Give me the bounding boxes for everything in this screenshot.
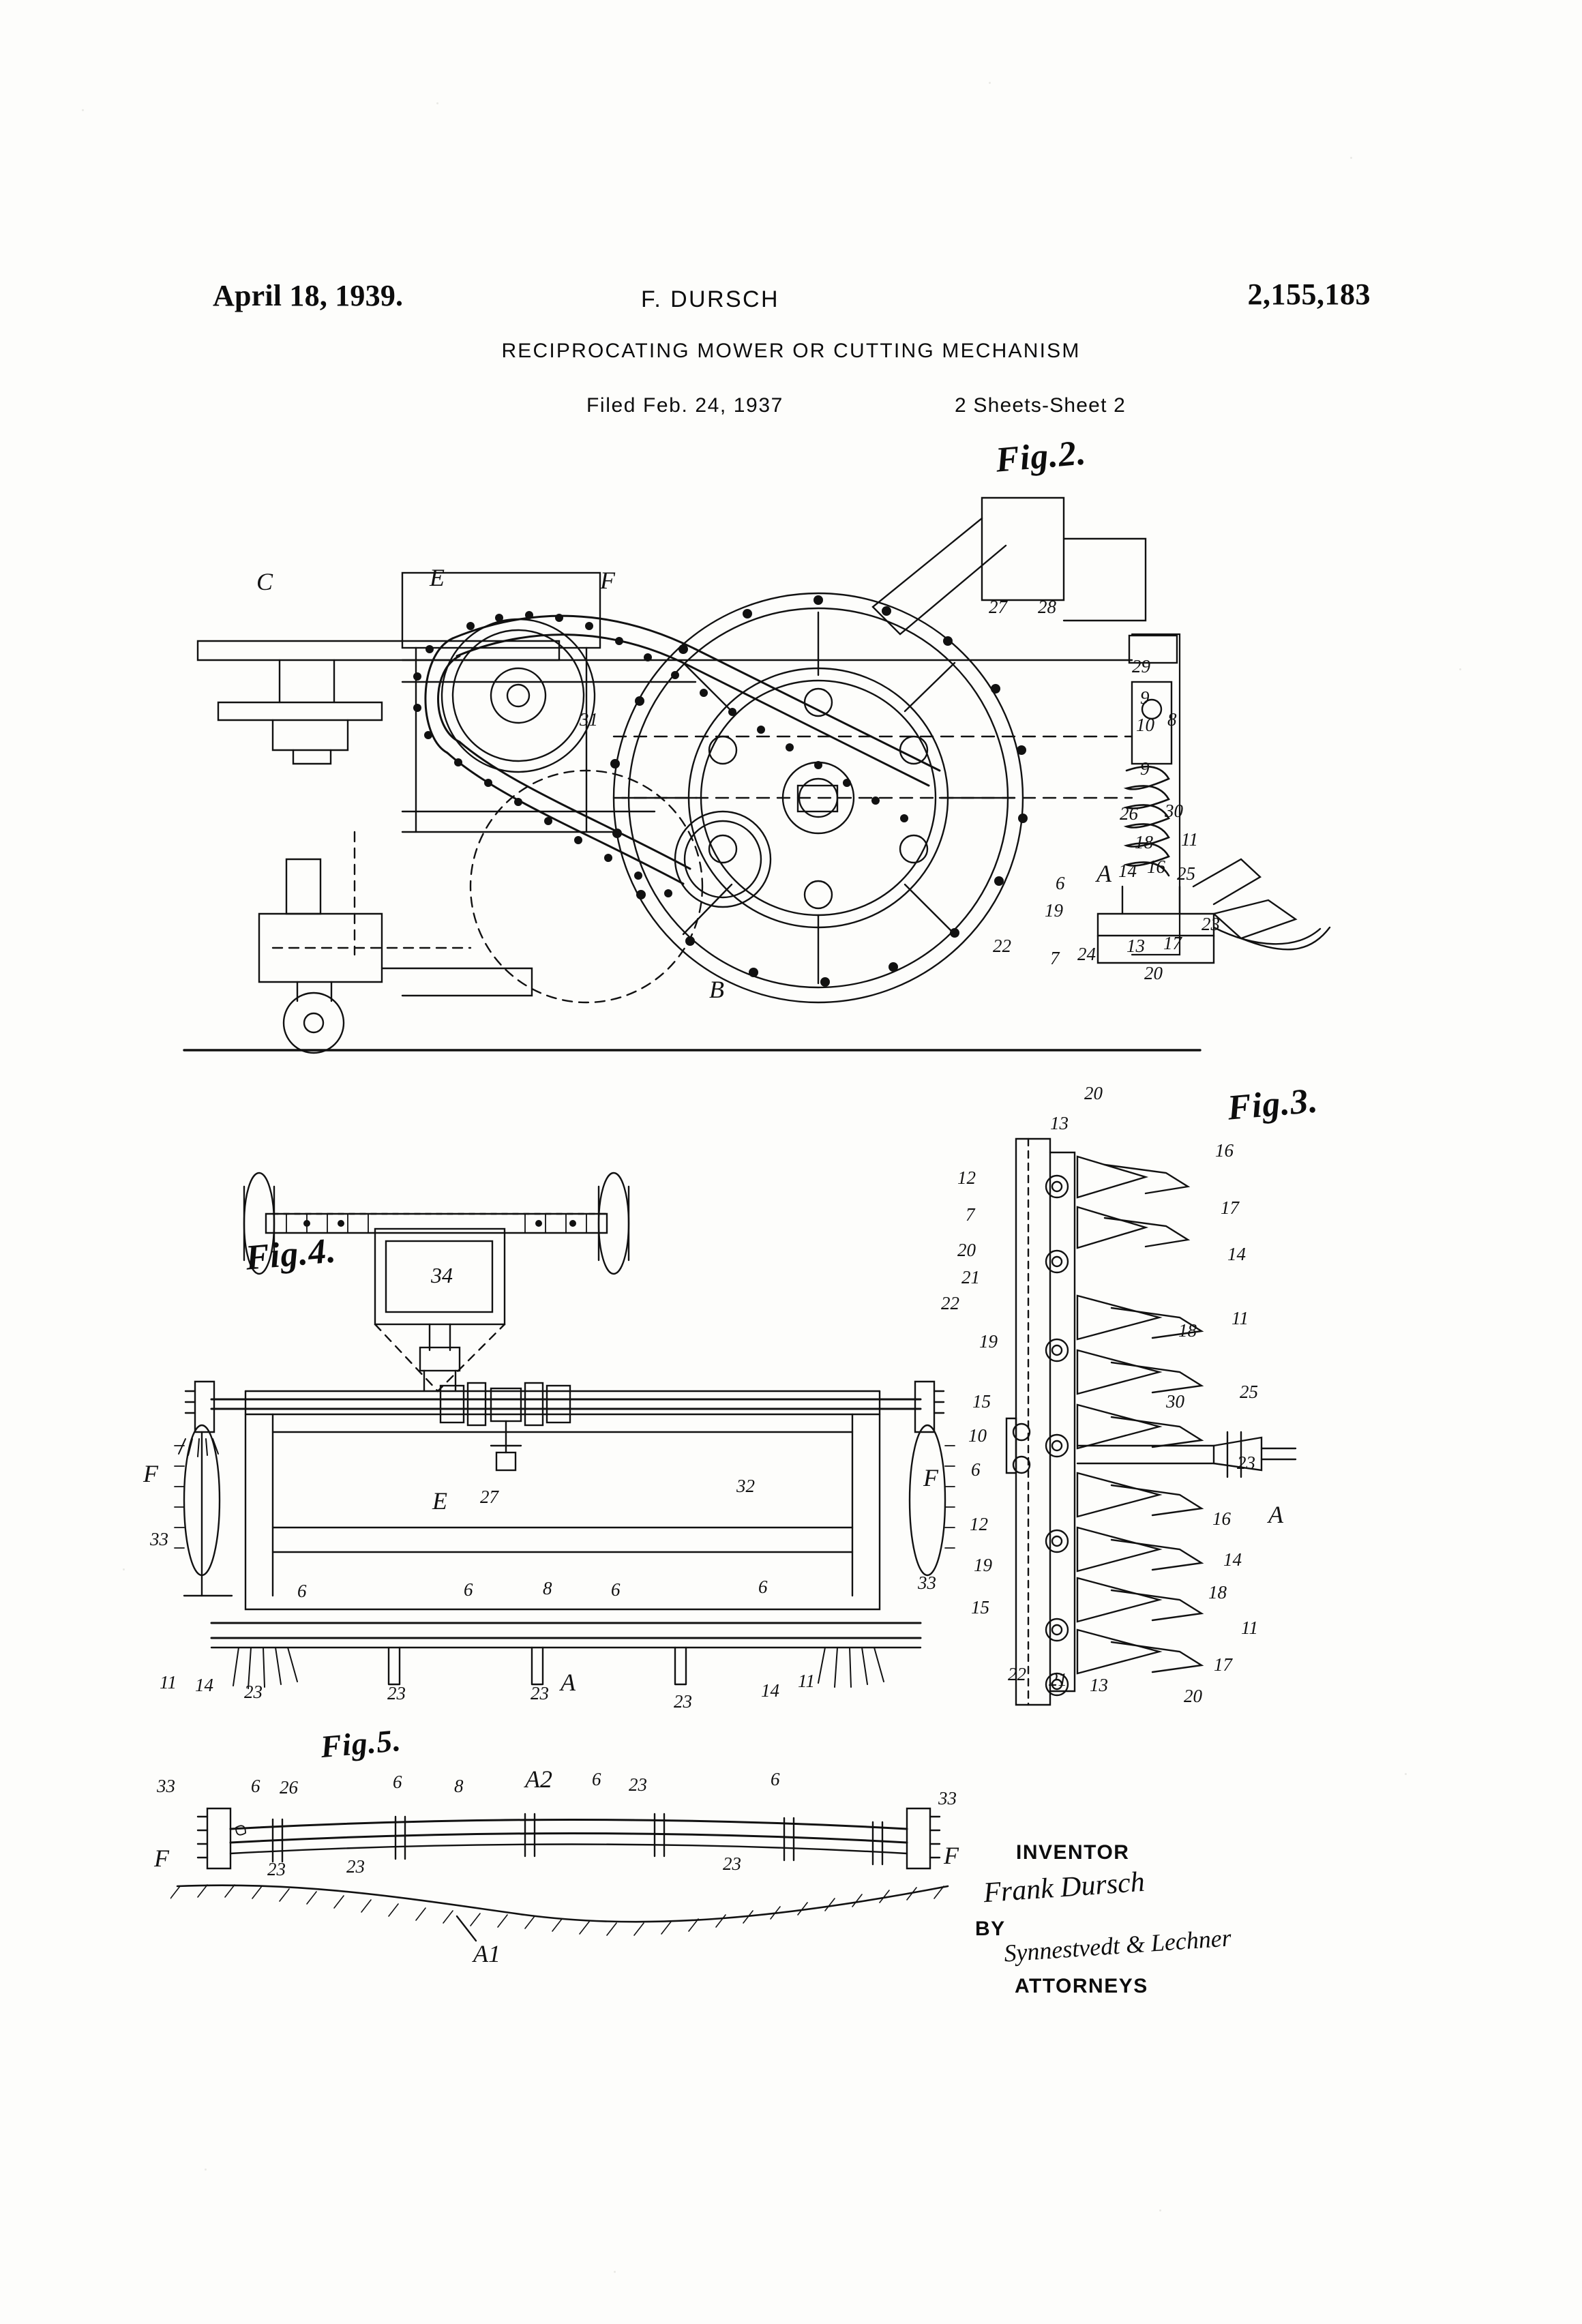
figure-5-ref-33-left: 33 <box>157 1776 175 1796</box>
figure-3 <box>941 1081 1418 1746</box>
figure-2-ref-25: 25 <box>1177 863 1195 884</box>
figure-2-label-C: C <box>256 568 273 595</box>
figure-4-ref-27: 27 <box>480 1487 498 1507</box>
figure-3-ref-14-top: 14 <box>1227 1244 1246 1264</box>
figure-3-ref-21-b: 21 <box>961 1267 980 1287</box>
figure-2-ref-13: 13 <box>1126 936 1145 956</box>
figure-2-ref-16: 16 <box>1147 856 1165 877</box>
figure-4-ref-14-left: 14 <box>195 1675 213 1695</box>
figure-3-ref-30-b: 30 <box>1166 1391 1184 1412</box>
inventor-signature: Frank Dursch <box>982 1866 1146 1909</box>
figure-4-ref-33-left: 33 <box>150 1529 168 1549</box>
figure-3-ref-19-c: 19 <box>974 1555 992 1575</box>
figure-3-ref-19-b: 19 <box>979 1331 998 1352</box>
figure-2-ref-11: 11 <box>1181 829 1198 850</box>
signature-block <box>975 1841 1262 2018</box>
figure-4-ref-33-right: 33 <box>918 1573 936 1593</box>
figure-2-ref-9b: 9 <box>1140 758 1150 779</box>
figure-4-ref-6-a: 6 <box>297 1581 307 1601</box>
figure-5-ref-6-d: 6 <box>771 1769 780 1789</box>
figure-2 <box>177 433 1405 1077</box>
figure-4-ref-6-d: 6 <box>758 1577 768 1597</box>
figure-4-ref-14-right: 14 <box>761 1680 779 1701</box>
figure-4-ref-11-left: 11 <box>160 1672 177 1693</box>
figure-2-ref-6: 6 <box>1056 873 1065 893</box>
figure-2-ref-27: 27 <box>989 597 1007 617</box>
figure-2-ref-9a: 9 <box>1140 687 1150 708</box>
figure-5-ref-8: 8 <box>454 1776 464 1796</box>
figure-2-ref-28: 28 <box>1038 597 1056 617</box>
figure-3-ref-13-top: 13 <box>1050 1113 1069 1133</box>
figure-4-label-F-right: F <box>923 1464 938 1491</box>
figure-4-ref-23-a: 23 <box>244 1682 263 1702</box>
figure-3-ref-20-top: 20 <box>1084 1083 1103 1103</box>
figure-3-ref-15-c: 15 <box>971 1597 989 1618</box>
figure-3-ref-6-b: 6 <box>971 1459 981 1480</box>
attorneys-caption: ATTORNEYS <box>1015 1975 1148 1997</box>
figure-2-ref-23: 23 <box>1202 914 1220 934</box>
figure-2-label-A: A <box>1096 860 1111 887</box>
figure-3-ref-25-b: 25 <box>1240 1382 1258 1402</box>
figure-2-ref-22: 22 <box>993 936 1011 956</box>
figure-3-ref-16-top: 16 <box>1215 1140 1234 1161</box>
figure-2-ref-24: 24 <box>1077 944 1096 964</box>
figure-2-label-B: B <box>709 976 724 1003</box>
figure-3-ref-20-d: 20 <box>1184 1686 1202 1706</box>
figure-3-ref-12-top: 12 <box>957 1167 976 1188</box>
figure-3-ref-7: 7 <box>966 1204 975 1225</box>
figure-3-ref-14-c: 14 <box>1223 1549 1242 1570</box>
figure-2-ref-14: 14 <box>1118 861 1137 881</box>
figure-5-ref-23-b: 23 <box>267 1859 286 1879</box>
figure-5-ref-26: 26 <box>280 1777 298 1798</box>
attorney-signature: Synnestvedt & Lechner <box>1003 1924 1232 1967</box>
figure-4-ref-6-c: 6 <box>611 1579 621 1600</box>
figure-2-ref-30: 30 <box>1165 801 1183 821</box>
figure-3-ref-22-b: 22 <box>941 1293 959 1313</box>
figure-3-ref-10-b: 10 <box>968 1425 987 1446</box>
figure-4-drawing <box>170 1146 961 1705</box>
figure-4-ref-32: 32 <box>736 1476 755 1496</box>
inventor-caption: INVENTOR <box>1016 1841 1130 1864</box>
figure-2-ref-8: 8 <box>1167 709 1177 730</box>
figure-3-ref-22-d: 22 <box>1008 1664 1026 1684</box>
figure-2-ref-17: 17 <box>1163 933 1182 953</box>
figure-3-ref-20-b: 20 <box>957 1240 976 1260</box>
figure-3-ref-11-c: 11 <box>1241 1618 1258 1638</box>
figure-4 <box>143 1146 961 1712</box>
figure-3-ref-11-b: 11 <box>1232 1308 1249 1328</box>
figure-2-ref-29: 29 <box>1132 656 1150 676</box>
figure-5-ref-23-d: 23 <box>723 1853 741 1874</box>
figure-2-drawing <box>177 477 1405 1077</box>
figure-4-ref-23-d: 23 <box>674 1691 692 1712</box>
figure-3-ref-15-b: 15 <box>972 1391 991 1412</box>
figure-5-label-F-left: F <box>154 1845 169 1872</box>
figure-5-ref-23-a: 23 <box>629 1774 647 1795</box>
figure-3-ref-18-b: 18 <box>1178 1320 1197 1341</box>
patent-title: RECIPROCATING MOWER OR CUTTING MECHANISM <box>501 340 1081 362</box>
filing-date: Filed Feb. 24, 1937 <box>586 394 783 417</box>
figure-4-ref-8: 8 <box>543 1578 552 1598</box>
publication-date: April 18, 1939. <box>213 279 404 312</box>
figure-4-label-A: A <box>561 1669 576 1696</box>
figure-5-label-A1: A1 <box>473 1940 501 1967</box>
figure-4-ref-34: 34 <box>431 1263 453 1287</box>
figure-2-ref-31: 31 <box>580 709 598 730</box>
figure-3-ref-12-c: 12 <box>970 1514 988 1534</box>
figure-4-ref-23-b: 23 <box>387 1683 406 1703</box>
figure-5-ref-6-b: 6 <box>393 1772 402 1792</box>
figure-3-ref-16-c: 16 <box>1212 1508 1231 1529</box>
inventor-short-name: F. DURSCH <box>641 286 779 312</box>
figure-5-ref-23-c: 23 <box>346 1856 365 1877</box>
figure-5-ref-6-a: 6 <box>251 1776 260 1796</box>
figure-3-ref-23-b: 23 <box>1237 1452 1255 1473</box>
figure-2-ref-10: 10 <box>1136 715 1154 735</box>
figure-2-ref-20: 20 <box>1144 963 1163 983</box>
figure-3-label-A: A <box>1268 1501 1283 1528</box>
figure-2-ref-18: 18 <box>1135 832 1153 852</box>
figure-5-label-F-right: F <box>944 1842 959 1869</box>
figure-3-ref-13-d: 13 <box>1090 1675 1108 1695</box>
figure-5-ref-33-right: 33 <box>938 1788 957 1808</box>
figure-5-label-A2: A2 <box>525 1766 552 1793</box>
figure-2-ref-26: 26 <box>1120 803 1138 824</box>
figure-4-label-E: E <box>432 1487 447 1515</box>
patent-number: 2,155,183 <box>1247 278 1371 311</box>
figure-3-title: Fig.3. <box>1225 1081 1320 1128</box>
by-caption: BY <box>975 1918 1006 1940</box>
figure-3-ref-17-d: 17 <box>1214 1654 1232 1675</box>
figure-3-drawing <box>941 1091 1418 1746</box>
figure-3-ref-18-c: 18 <box>1208 1582 1227 1603</box>
figure-5 <box>154 1722 975 1967</box>
figure-2-ref-19: 19 <box>1045 900 1063 921</box>
figure-2-label-F: F <box>600 567 615 594</box>
sheet-count: 2 Sheets-Sheet 2 <box>955 394 1126 417</box>
figure-3-ref-21-d: 21 <box>1049 1669 1067 1690</box>
figure-5-ref-6-c: 6 <box>592 1769 601 1789</box>
figure-4-label-F-left: F <box>143 1460 158 1487</box>
figure-4-ref-23-c: 23 <box>531 1683 549 1703</box>
figure-4-ref-11-right: 11 <box>798 1671 815 1691</box>
figure-2-title: Fig.2. <box>994 433 1088 480</box>
figure-4-title: Fig.4. <box>243 1231 338 1278</box>
figure-2-label-E: E <box>430 564 445 591</box>
figure-2-ref-7: 7 <box>1050 948 1060 968</box>
figure-5-title: Fig.5. <box>319 1722 403 1765</box>
figure-4-ref-6-b: 6 <box>464 1579 473 1600</box>
figure-3-ref-17-top: 17 <box>1221 1197 1239 1218</box>
